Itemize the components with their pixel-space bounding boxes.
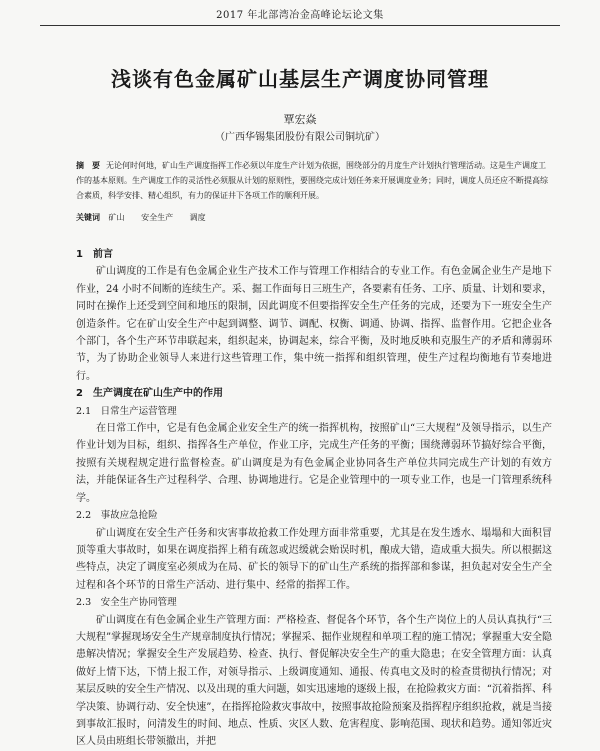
running-header: 2017 年北部湾冶金高峰论坛论文集 [40,6,560,26]
paragraph: 矿山调度在有色金属企业生产管理方面：严格检查、督促各个环节，各个生产岗位上的人员认真执行“三大规程”掌握现场安全生产规章制度执行情况；掌握采、掘作业规程和单项工程的施工情况；掌握重大安全隐患解决情况；掌握安全生产发展趋势、检查、执行、督促解决安全生产的重大隐患；在安全管理方面：认真做好上情下达，下情上报工作，对领导指示、上级调度通知、通报、传真电文及时的检查贯彻执行情况；对某层反映的安全生产情况、以及出现的重大问题，如实迅速地的逐级上报，在抢险救灾方面：“沉着指挥、科学决策、协调行动、安全快速”，在指挥抢险救灾事故中，按照事故抢险预案及指挥程序组织抢救，就是当接到事故汇报时，问清发生的时间、地点、性质、灾区人数、危害程度、影响范围、现状和趋势。通知邻近灾区人员由班组长带领撤出，并把 [76,614,552,748]
abstract-label: 摘 要 [76,161,100,170]
paper-title: 浅谈有色金属矿山基层生产调度协同管理 [111,67,489,91]
keyword: 安全生产 [141,213,174,222]
abstract-text: 无论何时何地，矿山生产调度指挥工作必须以年度生产计划为依据，围绕部分的月度生产计划执行管理活动。这是生产调度工作的基本原则。生产调度工作的灵活性必须服从计划的原则性，要围绕完成计划任务来开展调度业务；同时，调度人员还应不断提高综合素质，科学安排、精心组织，有力的保证井下各项工作的顺利开展。 [76,161,548,200]
subsection-heading-2-2: 2.2 事故应急抢险 [76,510,158,522]
keyword: 调度 [189,213,206,222]
paragraph: 在日常工作中，它是有色金属企业安全生产的统一指挥机构，按照矿山“三大规程”及领导指示，以生产作业计划为目标，组织、指挥各生产单位，作业工序，完成生产任务的平衡；围绕薄弱环节搞好综合平衡，按照有关规程规定进行监督检查。矿山调度是为有色金属企业协同各生产单位共同完成生产计划的有效方法，并能保证各生产过程科学、合理、协调地进行。它是企业管理中的一项专业工作，也是一门管理系统科学。 [76,423,552,504]
paragraph: 矿山调度的工作是有色金属企业生产技术工作与管理工作相结合的专业工作。有色金属企业生产是地下作业，24 小时不间断的连续生产。采、掘工作面每日三班生产，各要素有任务、工序、质量、计划和要求，同时在操作上还受到空间和地压的限制，因此调度不但要指挥安全生产任务的完成，还要为下一班安全生产创造条件。它在矿山安全生产中起到调整、调节、调配、权衡、调通、协调、指挥、监督作用。它把企业各个部门，各个生产环节串联起来，组织起来，协调起来，综合平衡，及时地反映和克服生产的矛盾和薄弱环节，为了协助企业领导人来进行这些管理工作，集中统一指挥和组织管理，使生产过程均衡地有节奏地进行。 [76,266,552,382]
abstract [76,158,552,203]
keywords [76,212,552,223]
keywords-label: 关键词 [76,213,100,222]
subsection-heading-2-3: 2.3 安全生产协同管理 [76,597,177,609]
subsection-heading-2-1: 2.1 日常生产运营管理 [76,405,177,417]
author-affiliation: （广西华锡集团股份有限公司铜坑矿） [215,132,385,143]
keyword: 矿山 [108,213,125,222]
paragraph: 矿山调度在安全生产任务和灾害事故抢救工作处理方面非常重要，尤其是在发生透水、塌塌和大面积冒顶等重大事故时，如果在调度指挥上稍有疏忽或迟缓就会贻误时机，酿成大错，造成重大损失。所以根据这些特点，决定了调度室必须成为在局、矿长的领导下的矿山生产系统的指挥部和参谋，担负起对安全生产全过程和各个环节的日常生产活动、进行集中、经常的指挥工作。 [76,527,552,591]
article-body [76,246,552,751]
section-heading-2: 2 生产调度在矿山生产中的作用 [76,388,223,400]
author-name: 覃宏焱 [283,113,317,126]
section-heading-1: 1 前言 [76,249,113,260]
